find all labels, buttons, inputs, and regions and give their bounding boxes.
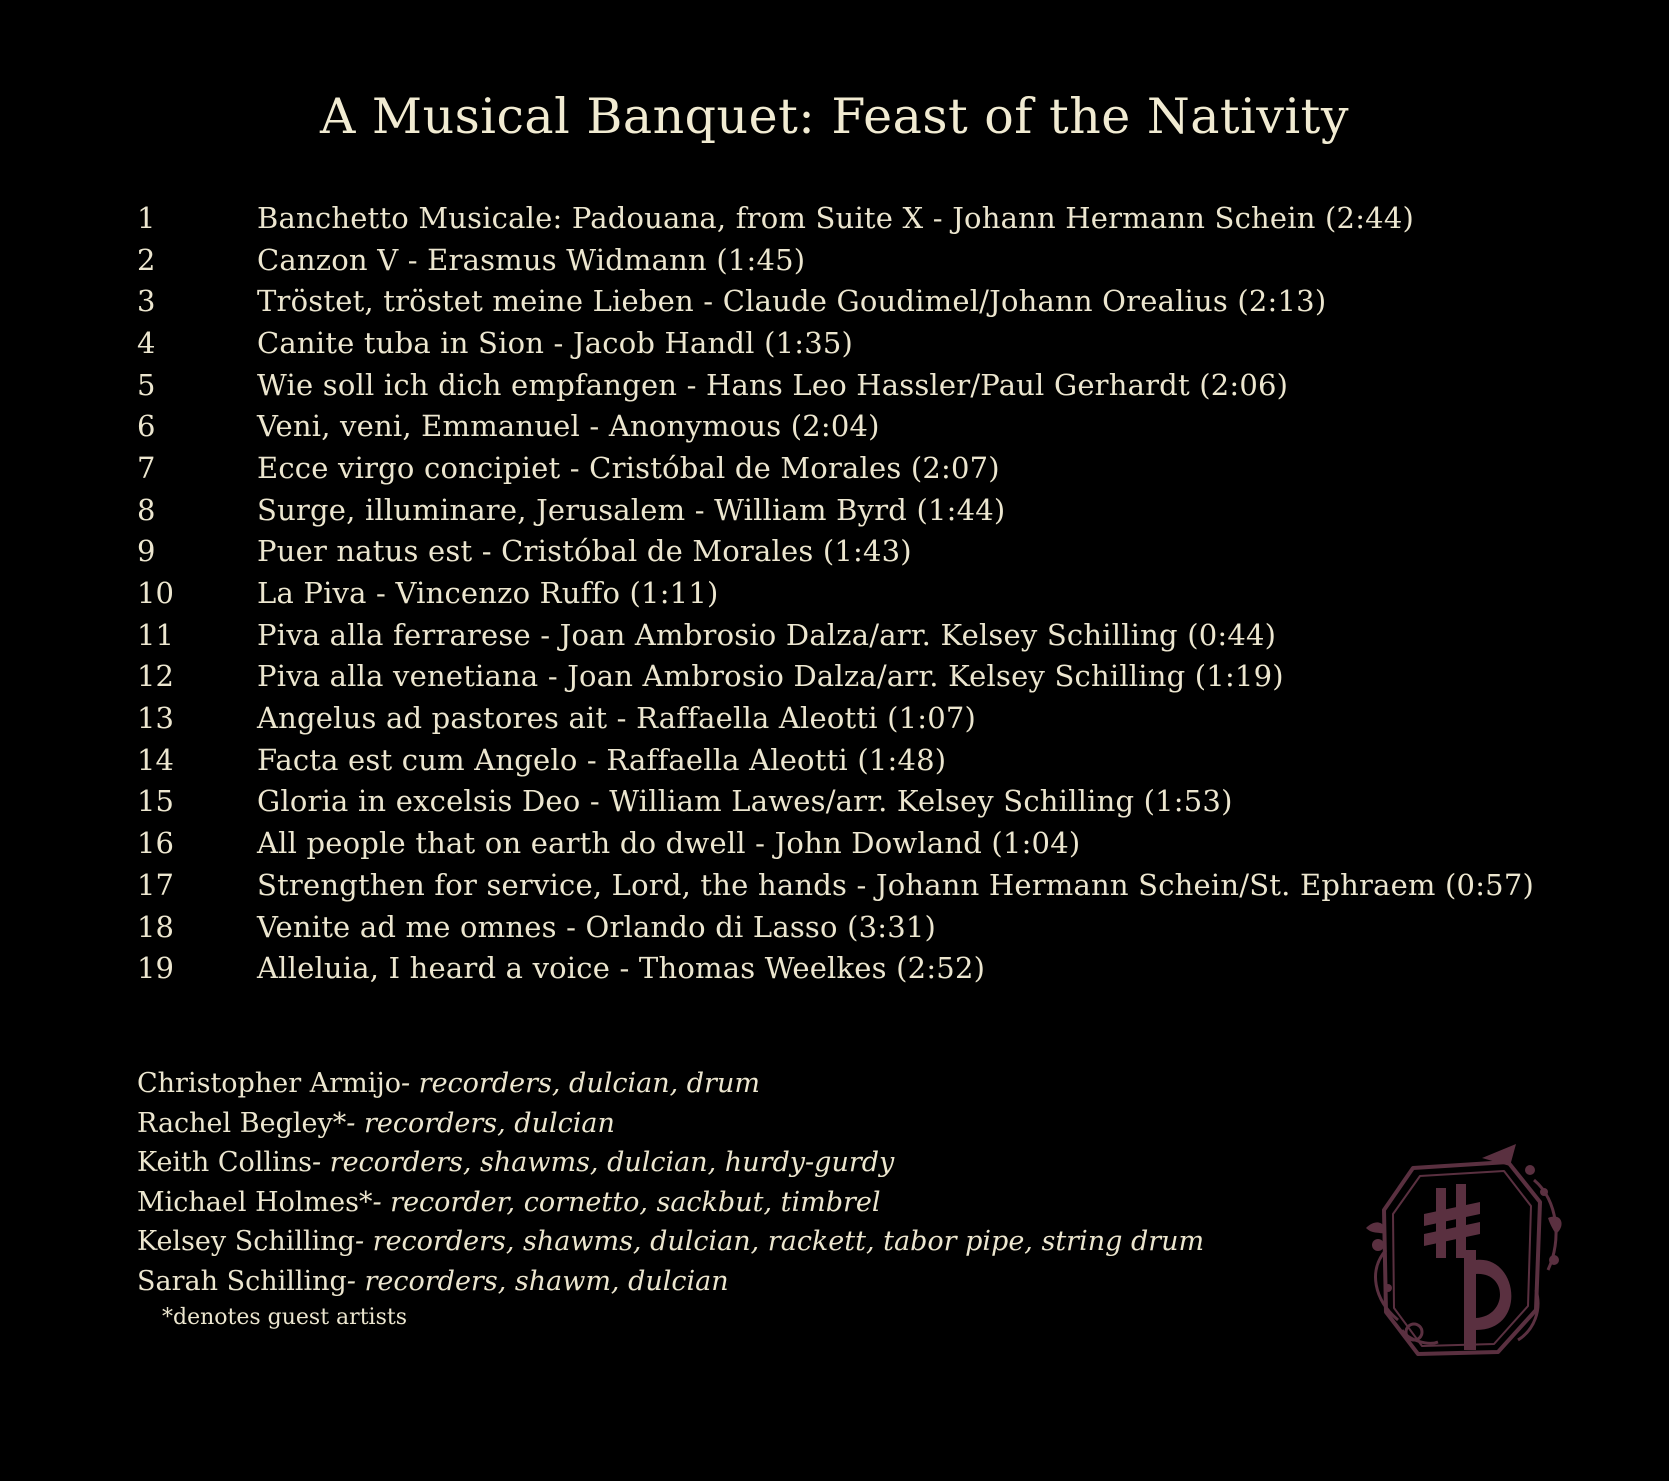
- track-number: 13: [137, 701, 174, 736]
- performer-instruments: - recorder, cornetto, sackbut, timbrel: [372, 1186, 881, 1218]
- track-row: [137, 239, 1617, 281]
- track-number: 2: [137, 242, 156, 277]
- ensemble-monogram-icon: [1358, 1140, 1568, 1368]
- performer-row: [137, 1222, 1337, 1262]
- track-row: [137, 531, 1617, 573]
- track-title: Tröstet, tröstet meine Lieben - Claude Goudimel/Johann Orealius (2:13): [257, 284, 1327, 319]
- track-row: [137, 739, 1617, 781]
- performer-row: [137, 1262, 1337, 1302]
- track-title: Canzon V - Erasmus Widmann (1:45): [257, 242, 806, 277]
- track-title: La Piva - Vincenzo Ruffo (1:11): [257, 576, 719, 611]
- track-title: Canite tuba in Sion - Jacob Handl (1:35): [257, 325, 854, 360]
- track-number: 10: [137, 576, 174, 611]
- track-row: [137, 280, 1617, 322]
- performer-instruments: - recorders, shawm, dulcian: [346, 1265, 729, 1297]
- track-row: [137, 197, 1617, 239]
- performer-name: Kelsey Schilling: [137, 1226, 355, 1258]
- track-number: 8: [137, 492, 156, 527]
- track-row: [137, 322, 1617, 364]
- track-title: Gloria in excelsis Deo - William Lawes/arr. Kelsey Schilling (1:53): [257, 784, 1233, 819]
- performer-name: Michael Holmes*: [137, 1186, 373, 1218]
- performer-row: [137, 1143, 1337, 1183]
- performer-row: [137, 1183, 1337, 1223]
- track-row: [137, 781, 1617, 823]
- track-title: Venite ad me omnes - Orlando di Lasso (3:31): [257, 909, 937, 944]
- performer-name: Rachel Begley*: [137, 1107, 347, 1139]
- track-title: Strengthen for service, Lord, the hands - Johann Hermann Schein/St. Ephraem (0:57): [257, 867, 1534, 902]
- track-row: [137, 864, 1617, 906]
- performer-instruments: - recorders, shawms, dulcian, hurdy-gurdy: [311, 1147, 895, 1179]
- track-row: [137, 947, 1617, 989]
- track-number: 18: [137, 909, 174, 944]
- performer-instruments: - recorders, shawms, dulcian, rackett, tabor pipe, string drum: [354, 1226, 1205, 1258]
- performer-name: Sarah Schilling: [137, 1265, 347, 1297]
- guest-artist-footnote: *denotes guest artists: [162, 1305, 407, 1330]
- track-row: [137, 614, 1617, 656]
- track-number: 16: [137, 826, 174, 861]
- track-title: Wie soll ich dich empfangen - Hans Leo Hassler/Paul Gerhardt (2:06): [257, 367, 1289, 402]
- track-title: Alleluia, I heard a voice - Thomas Weelkes (2:52): [257, 951, 986, 986]
- track-number: 12: [137, 659, 174, 694]
- performer-list: [137, 1064, 1337, 1330]
- track-title: Piva alla venetiana - Joan Ambrosio Dalza/arr. Kelsey Schilling (1:19): [257, 659, 1284, 694]
- page-title: A Musical Banquet: Feast of the Nativity: [319, 88, 1350, 145]
- track-number: 6: [137, 409, 156, 444]
- track-title: Veni, veni, Emmanuel - Anonymous (2:04): [257, 409, 880, 444]
- track-row: [137, 405, 1617, 447]
- track-number: 11: [137, 617, 174, 652]
- track-title: Surge, illuminare, Jerusalem - William Byrd (1:44): [257, 492, 1006, 527]
- track-number: 9: [137, 534, 156, 569]
- performer-row: [137, 1104, 1337, 1144]
- track-row: [137, 572, 1617, 614]
- track-number: 4: [137, 325, 156, 360]
- track-number: 14: [137, 742, 174, 777]
- track-title: All people that on earth do dwell - John Dowland (1:04): [257, 826, 1081, 861]
- track-list: [137, 197, 1617, 989]
- track-number: 5: [137, 367, 156, 402]
- track-title: Piva alla ferrarese - Joan Ambrosio Dalza/arr. Kelsey Schilling (0:44): [257, 617, 1277, 652]
- track-title: Puer natus est - Cristóbal de Morales (1:43): [257, 534, 912, 569]
- track-row: [137, 822, 1617, 864]
- track-number: 17: [137, 867, 174, 902]
- track-title: Angelus ad pastores ait - Raffaella Aleotti (1:07): [257, 701, 977, 736]
- track-row: [137, 447, 1617, 489]
- track-row: [137, 489, 1617, 531]
- performer-instruments: - recorders, dulcian: [346, 1107, 615, 1139]
- track-title: Banchetto Musicale: Padouana, from Suite X - Johann Hermann Schein (2:44): [257, 200, 1414, 235]
- track-row: [137, 656, 1617, 698]
- performer-instruments: - recorders, dulcian, drum: [400, 1068, 760, 1100]
- track-number: 19: [137, 951, 174, 986]
- track-row: [137, 697, 1617, 739]
- track-row: [137, 906, 1617, 948]
- performer-name: Christopher Armijo: [137, 1068, 401, 1100]
- track-row: [137, 364, 1617, 406]
- track-number: 15: [137, 784, 174, 819]
- performer-row: [137, 1064, 1337, 1104]
- track-number: 7: [137, 450, 156, 485]
- track-title: Facta est cum Angelo - Raffaella Aleotti (1:48): [257, 742, 947, 777]
- track-number: 1: [137, 200, 156, 235]
- track-title: Ecce virgo concipiet - Cristóbal de Morales (2:07): [257, 450, 1000, 485]
- performer-name: Keith Collins: [137, 1147, 312, 1179]
- track-number: 3: [137, 284, 156, 319]
